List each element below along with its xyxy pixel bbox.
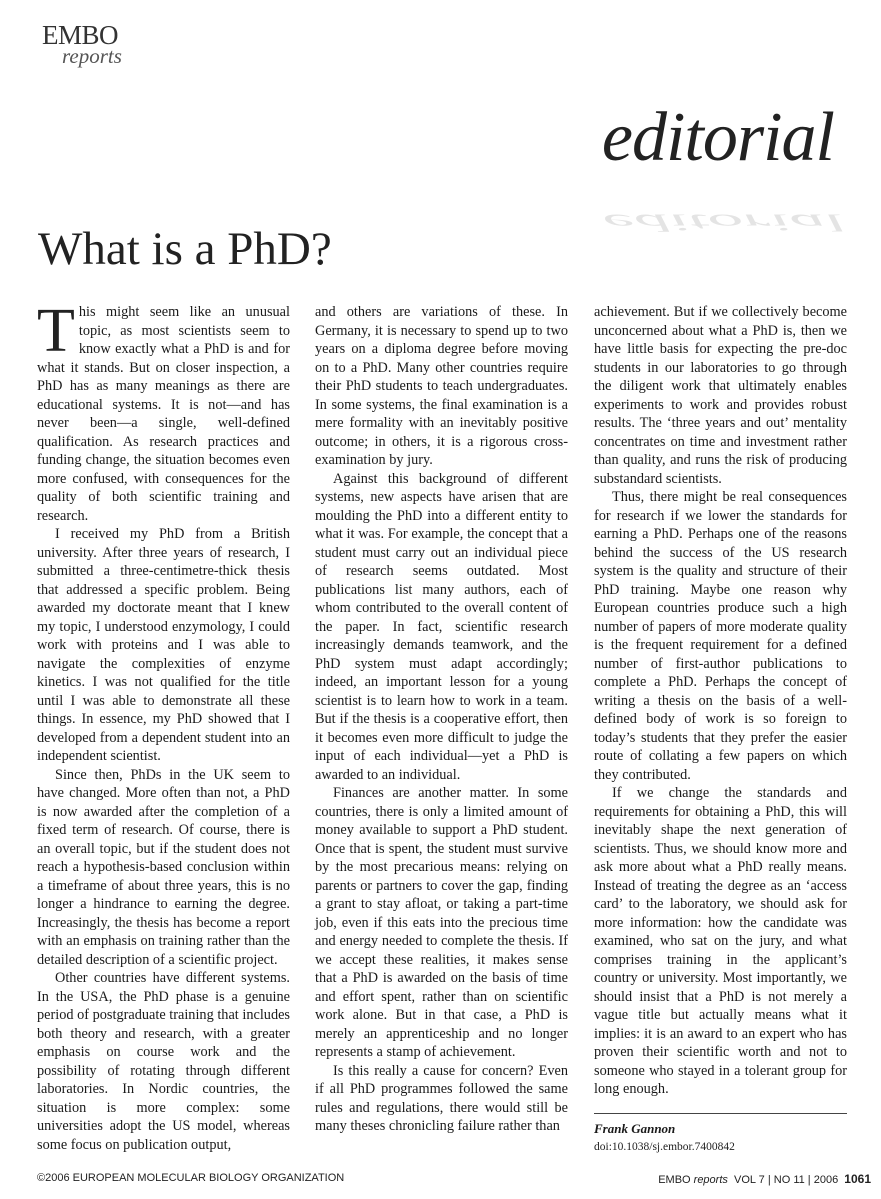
article-paragraph-1 — [37, 297, 290, 525]
article-paragraph-8: Thus, there might be real consequences for research if we lower the standards for earning a PhD. Perhaps one of the reasons behind the success of the US research system is the quality and structure of their PhD training. Maybe one reason why European countries produce such a high number of papers of more moderate quality is the frequent requirement for a defined number of first-author publications to complete a PhD. Perhaps the concept of writing a thesis on the basis of a well-defined body of work is so foreign to today’s students that they prefer the easier route of collating a few papers on which they contributed. — [594, 489, 847, 783]
article-paragraph-4 — [37, 969, 290, 1154]
section-heading-reflection: editorial — [602, 208, 844, 236]
article-paragraph-5: Against this background of different systems, new aspects have arisen that are moulding the PhD into a different entity to what it was. For example, the concept that a student must carry out an individual piece of research seems outdated. Most publications list many authors, each of whom contributed to the overall content of the paper. In fact, scientific research increasingly demands teamwork, and the PhD system must adapt accordingly; indeed, an important lesson for a young scientist is to learn how to work in a team. But if the thesis is a cooperative effort, then it becomes even more difficult to judge the input of each individual—yet a PhD is awarded to an individual. — [315, 470, 568, 783]
article-paragraph-6: Finances are another matter. In some countries, there is only a limited amount of money available to support a PhD student. Once that is spent, the student must survive by the most precarious means: relying on parents or partners to cover the gap, finding a grant to stay afloat, or taking a part-time job, even if this eats into the precious time and energy needed to complete the thesis. If we accept these realities, it makes sense that a PhD is awarded on the basis of time and effort spent, rather than on scientific work alone. But in that case, a PhD is merely an apprenticeship and no longer represents a stamp of achievement. — [315, 785, 568, 1060]
footer-copyright: ©2006 EUROPEAN MOLECULAR BIOLOGY ORGANIZATION — [37, 1172, 345, 1184]
footer-issue: VOL 7 | NO 11 | 2006 — [727, 1174, 845, 1186]
embo-reports-logo — [42, 22, 122, 67]
article-paragraph-7-cont: achievement. But if we collectively become unconcerned about what a PhD is, then we have little basis for expecting the pre-doc students in our laboratories to go through the diligent work that ultimately enables experiments to work and provides robust results. The ‘three years and out’ mentality concentrates on time and investment rather than quality, and runs the risk of producing substandard scientists. — [594, 304, 847, 487]
paragraph-4-part-1: Other countries have different systems. In the USA, the PhD phase is a genuine period of postgraduate training that includes both theory and research, with a greater emphasis on course work and the possibility of rotating through different laboratories. In Nordic countries, the situation is more complex: some universities adopt the US model, whereas some focus on publication output, — [37, 970, 290, 1153]
doi-reference: doi:10.1038/sj.embor.7400842 — [594, 1141, 735, 1153]
footer-journal-prefix: EMBO — [658, 1174, 694, 1186]
signature-rule — [594, 1113, 847, 1114]
section-heading — [534, 98, 844, 236]
author-name: Frank Gannon — [594, 1120, 676, 1136]
section-heading-text: editorial — [601, 99, 834, 176]
article-paragraph-9: If we change the standards and requirements for obtaining a PhD, this will inevitably shape the next generation of scientists. Thus, we should know more and ask more about what a PhD really means. Instead of treating the degree as an ‘access card’ to the laboratory, we should ask for more information: how the candidate was examined, who sat on the jury, and what comprises training in the applicant’s country or university. Most importantly, we should insist that a PhD is not merely a vague title but actually means what it implies: it is an award to an expert who has proven their scientific worth and not to someone who stayed in a tolerant group for long enough. — [594, 785, 847, 1097]
article-column-3 — [594, 303, 847, 1157]
logo-embo-text: EMBO — [42, 20, 119, 50]
article-paragraph-4-cont: and others are variations of these. In Germany, it is necessary to spend up to two years on a diploma degree before moving on to a PhD. Many other countries require their PhD students to teach undergraduates. In some systems, the final examination is a mere formality with an inevitably positive outcome; in others, it is a rigorous cross-examination by jury. — [315, 304, 568, 468]
article-title: What is a PhD? — [38, 223, 332, 275]
article-paragraph-3: Since then, PhDs in the UK seem to have changed. More often than not, a PhD is now awarded after the completion of a fixed term of research. Of course, there is an overall topic, but if the student does not reach a hypothesis-based conclusion within a timeframe of about three years, this is no longer a hindrance to earning the degree. Increasingly, the thesis has become a report with an emphasis on training rather than the detailed description of a scientific project. — [37, 766, 290, 968]
footer-journal-italic: reports — [693, 1174, 728, 1186]
footer-page-number: 1061 — [844, 1172, 871, 1186]
drop-cap: T — [37, 297, 75, 365]
footer-journal-info — [658, 1172, 871, 1186]
logo-reports-text: reports — [62, 44, 122, 68]
article-column-1 — [37, 297, 290, 1154]
article-paragraph-2: I received my PhD from a British university. After three years of research, I submitted a three-centimetre-thick thesis that addressed a specific problem. Being awarded my doctorate meant that I knew my topic, I understood enzymology, I could work with proteins and I was able to navigate the complexities of enzyme kinetics. I was not qualified for the title until I was able to demonstrate all these things. In essence, my PhD showed that I developed from a dependent student into an independent scientist. — [37, 526, 290, 764]
paragraph-text: his might seem like an unusual topic, as most scientists seem to know exactly what a PhD is and for what it stands. But on closer inspection, a PhD has as many meanings as there are educational systems. It is not—and has never been—a single, well-defined qualification. As research practices and funding change, the situation becomes even more confused, with consequences for the quality of both scientific training and research. — [37, 304, 290, 524]
article-paragraph-7: Is this really a cause for concern? Even if all PhD programmes followed the same rules and regulations, there would still be many theses chronicling failure rather than — [315, 1062, 568, 1134]
article-column-2 — [315, 303, 568, 1136]
